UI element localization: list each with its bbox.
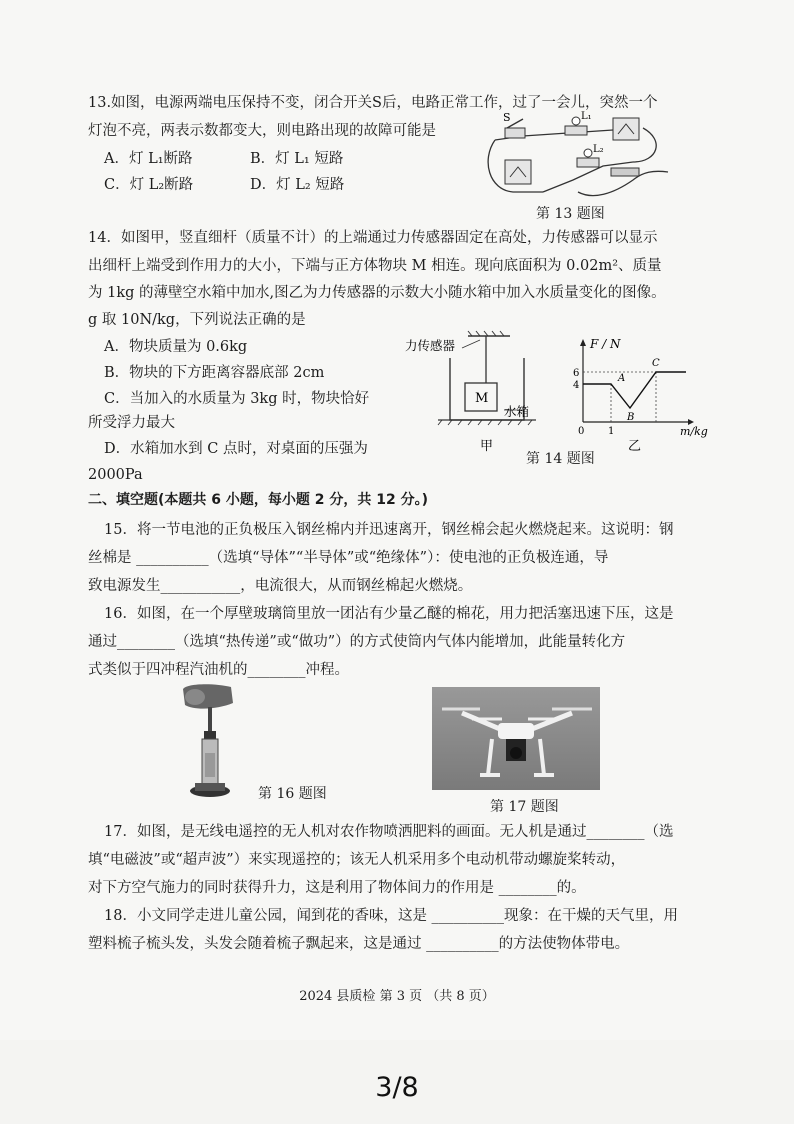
q15-line-1: 15．将一节电池的正负极压入钢丝棉内并迅速离开，钢丝棉会起火燃烧起来。这说明：钢 [104,522,674,538]
q13-lamp1-label: L₁ [581,111,592,122]
q14-y-tick-6: 6 [573,368,580,379]
q17-line-2: 填“电磁波”或“超声波”）来实现遥控的；该无人机采用多个电动机带动螺旋桨转动， [88,852,626,868]
q14-y-tick-4: 4 [573,380,580,391]
q16-line-1: 16．如图，在一个厚壁玻璃筒里放一团沾有少量乙醚的棉花，用力把活塞迅速下压，这是 [104,606,674,622]
q18-line-1: 18．小文同学走进儿童公园，闻到花的香味，这是 __________现象：在干燥的天气里，用 [104,908,679,924]
q17-caption: 第 17 题图 [490,799,559,815]
q14-option-b: B．物块的下方距离容器底部 2cm [104,365,325,381]
q14-jia-label: 甲 [480,439,494,454]
q13-option-d: D．灯 L₂ 短路 [250,177,345,193]
q14-yi-label: 乙 [628,439,642,454]
q14-tank-label: 水箱 [504,404,530,419]
q14-y-axis-label: F / N [590,337,621,351]
page-indicator: 3/8 [375,1072,419,1103]
q16-line-3: 式类似于四冲程汽油机的________冲程。 [88,662,349,678]
q14-stem-line-4: g 取 10N/kg，下列说法正确的是 [88,312,306,328]
q13-caption: 第 13 题图 [536,206,605,222]
q14-caption: 第 14 题图 [526,451,595,467]
section-2-heading: 二、填空题(本题共 6 小题，每小题 2 分，共 12 分。) [88,492,429,508]
q16-caption: 第 16 题图 [258,786,327,802]
q17-drone-photo [432,687,600,790]
q14-point-b: B [627,412,635,423]
q14-stem-line-1: 14．如图甲，竖直细杆（质量不计）的上端通过力传感器固定在高处，力传感器可以显示 [88,230,658,246]
q14-point-c: C [652,358,660,369]
q15-line-2: 丝棉是 __________（选填“导体”“半导体”或“绝缘体”）：使电池的正负极连通，导 [88,550,609,566]
q13-stem-line-1: 13.如图，电源两端电压保持不变，闭合开关S后，电路正常工作，过了一会儿，突然一个 [88,95,658,111]
q14-stem-line-2: 出细杆上端受到作用力的大小，下端与正方体物块 M 相连。现向底面积为 0.02m²、质量 [88,258,662,274]
q14-option-d-line-2: 2000Pa [88,467,143,483]
q14-option-a: A．物块质量为 0.6kg [104,339,248,355]
q14-option-d-line-1: D．水箱加水到 C 点时，对桌面的压强为 [104,441,368,457]
q15-line-3: 致电源发生___________，电流很大，从而钢丝棉起火燃烧。 [88,578,473,594]
q14-graph-yi [568,334,718,456]
page-footer: 2024 县质检 第 3 页 （共 8 页） [299,989,495,1004]
q14-block-label: M [475,391,489,406]
q16-piston-figure [175,683,245,809]
q13-switch-label: S [503,111,511,124]
q13-circuit-figure [483,110,673,205]
q17-line-3: 对下方空气施力的同时获得升力，这是利用了物体间力的作用是 ________的。 [88,880,586,896]
q13-option-a: A．灯 L₁断路 [104,151,193,167]
q14-x-tick-1: 1 [608,426,615,437]
q18-line-2: 塑料梳子梳头发，头发会随着梳子飘起来，这是通过 __________的方法使物体带电。 [88,936,630,952]
q13-stem-line-2: 灯泡不亮，两表示数都变大，则电路出现的故障可能是 [88,123,436,139]
q14-sensor-label: 力传感器 [405,338,456,353]
q13-lamp2-label: L₂ [593,144,604,155]
q14-point-a: A [618,373,626,384]
q14-option-c-line-2: 所受浮力最大 [88,415,175,431]
q16-line-2: 通过________（选填“热传递”或“做功”）的方式使筒内气体内能增加，此能量转化方 [88,634,626,650]
q17-line-1: 17．如图，是无线电遥控的无人机对农作物喷洒肥料的画面。无人机是通过________（选 [104,824,674,840]
q13-option-b: B．灯 L₁ 短路 [250,151,344,167]
q14-stem-line-3: 为 1kg 的薄壁空水箱中加水,图乙为力传感器的示数大小随水箱中加入水质量变化的图像。 [88,285,666,301]
q14-figure-jia [400,328,580,456]
q13-option-c: C．灯 L₂断路 [104,177,194,193]
q14-option-c-line-1: C．当加入的水质量为 3kg 时，物块恰好 [104,391,370,407]
q14-x-axis-label: m/kg [680,425,708,438]
q14-x-tick-0: 0 [578,426,585,437]
